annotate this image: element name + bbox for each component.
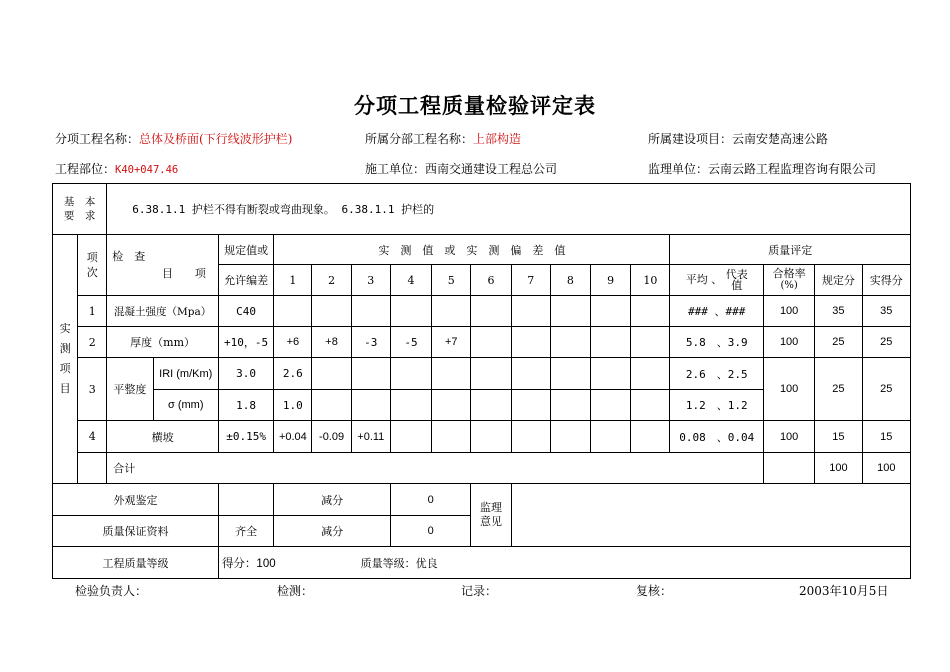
supervisor-value: 云南云路工程监理咨询有限公司	[708, 162, 877, 176]
spec-header-line2: 允许编差	[218, 265, 273, 296]
row-score: 35	[862, 296, 910, 327]
value-cell	[591, 296, 631, 327]
qa-label: 质量保证资料	[53, 516, 219, 547]
total-spacer	[78, 453, 107, 484]
row-spec-score: 35	[815, 296, 862, 327]
value-cell	[550, 327, 590, 358]
appearance-value	[218, 484, 273, 516]
construction-project-value: 云南安楚高速公路	[732, 132, 829, 146]
row-no: 3	[78, 358, 107, 421]
location-field	[55, 160, 178, 177]
point-number: 5	[432, 265, 471, 296]
side-char: 目	[59, 382, 71, 395]
grade-row	[53, 547, 911, 579]
appearance-label: 外观鉴定	[53, 484, 219, 516]
value-cell	[432, 421, 471, 453]
avg-rep-header	[670, 265, 764, 296]
check-item-line2: 目 项	[161, 267, 206, 280]
table-row	[53, 296, 911, 327]
item-no-header	[78, 235, 107, 296]
value-cell	[511, 327, 550, 358]
value-cell	[390, 296, 431, 327]
value-cell	[274, 296, 312, 327]
row-spec: C40	[218, 296, 273, 327]
value-cell	[511, 390, 550, 421]
specified-score-header: 规定分	[815, 265, 862, 296]
value-cell	[432, 390, 471, 421]
location-label: 工程部位：	[55, 162, 116, 176]
row-score: 15	[862, 421, 910, 453]
row-spec: 1.8	[218, 390, 273, 421]
appearance-deduct-label: 减分	[274, 484, 391, 516]
total-rate-cell	[763, 453, 814, 484]
item-name-label: 分项工程名称：	[55, 132, 140, 146]
value-cell	[631, 296, 670, 327]
value-cell	[471, 421, 511, 453]
value-cell	[351, 358, 390, 390]
value-cell	[351, 296, 390, 327]
value-cell	[550, 390, 590, 421]
spec-header-line1: 规定值或	[218, 235, 273, 265]
score-text: 得分：100	[221, 557, 276, 570]
supervisor-opinion-label	[471, 484, 511, 547]
value-cell	[511, 296, 550, 327]
value-cell	[511, 421, 550, 453]
point-number: 4	[390, 265, 431, 296]
rep-label	[726, 269, 748, 291]
point-number: 8	[550, 265, 590, 296]
row-item: 平整度	[107, 358, 153, 421]
construction-project-label: 所属建设项目：	[648, 132, 733, 146]
value-cell: -0.09	[312, 421, 351, 453]
rep-label-line1: 代表	[725, 268, 748, 281]
check-item-line1: 检 查	[112, 250, 146, 263]
supervisor-field	[648, 160, 876, 177]
grade-text: 质量等级：优良	[360, 556, 438, 570]
value-cell	[591, 358, 631, 390]
row-avg: 2.6 、2.5	[670, 358, 764, 390]
total-row	[53, 453, 911, 484]
value-cell	[390, 421, 431, 453]
pass-rate-line2: (%)	[780, 280, 798, 291]
item-name-value: 总体及桥面(下行线波形护栏)	[139, 132, 293, 146]
actual-score-header: 实得分	[862, 265, 910, 296]
supervisor-opinion-value	[511, 484, 910, 547]
point-number: 9	[591, 265, 631, 296]
evaluation-table	[52, 183, 911, 579]
value-cell	[471, 358, 511, 390]
row-spec: ±0.15%	[218, 421, 273, 453]
date-text: 2003年10月5日	[799, 584, 889, 598]
value-cell	[471, 327, 511, 358]
point-number: 10	[631, 265, 670, 296]
row-spec-score: 25	[815, 327, 862, 358]
item-no-char: 项	[86, 251, 98, 264]
row-no: 4	[78, 421, 107, 453]
value-cell	[591, 421, 631, 453]
table-header-row-1	[53, 235, 911, 265]
page-title: 分项工程质量检验评定表	[354, 94, 596, 118]
basic-requirement-row	[53, 184, 911, 235]
check-item-header	[107, 235, 219, 296]
value-cell	[511, 358, 550, 390]
table-row	[53, 327, 911, 358]
total-label: 合计	[107, 453, 764, 484]
grade-values	[218, 547, 910, 579]
appearance-deduct-value: 0	[390, 484, 470, 516]
row-avg: 5.8 、3.9	[670, 327, 764, 358]
item-no-char: 次	[86, 266, 98, 279]
table-row	[53, 358, 911, 390]
row-rate: 100	[763, 421, 814, 453]
row-avg: 1.2 、1.2	[670, 390, 764, 421]
point-number: 6	[471, 265, 511, 296]
measured-items-side-label	[53, 235, 78, 484]
qa-value: 齐全	[218, 516, 273, 547]
supervisor-label: 监理单位：	[648, 162, 709, 176]
opinion-line2: 意见	[479, 515, 502, 528]
row-item: 厚度（mm）	[107, 327, 219, 358]
value-cell: +0.04	[274, 421, 312, 453]
value-cell: 2.6	[274, 358, 312, 390]
value-cell: +0.11	[351, 421, 390, 453]
rep-label-line2: 值	[731, 279, 743, 292]
row-score: 25	[862, 327, 910, 358]
row-spec-score: 25	[815, 358, 862, 421]
value-cell	[390, 358, 431, 390]
value-cell: +6	[274, 327, 312, 358]
basic-requirement-text: 6.38.1.1 护栏不得有断裂或弯曲现象。 6.38.1.1 护栏的	[107, 184, 911, 235]
total-spec-score: 100	[815, 453, 862, 484]
value-cell: +8	[312, 327, 351, 358]
value-cell: -3	[351, 327, 390, 358]
sub-project-value: 上部构造	[473, 132, 522, 146]
contractor-value: 西南交通建设工程总公司	[425, 162, 558, 176]
sub-project-field	[365, 130, 521, 147]
value-cell	[631, 358, 670, 390]
row-subitem: IRI (m/Km)	[153, 358, 218, 390]
pass-rate-line1: 合格率	[772, 267, 806, 280]
row-score: 25	[862, 358, 910, 421]
recorder-label: 记录：	[461, 584, 498, 598]
row-rate: 100	[763, 327, 814, 358]
row-item: 混凝土强度（Mpa）	[107, 296, 219, 327]
value-cell	[312, 390, 351, 421]
value-cell	[432, 358, 471, 390]
appearance-row	[53, 484, 911, 516]
quality-eval-header: 质量评定	[670, 235, 911, 265]
row-spec-score: 15	[815, 421, 862, 453]
basic-requirement-label	[53, 184, 107, 235]
value-cell	[550, 421, 590, 453]
point-number: 3	[351, 265, 390, 296]
row-no: 2	[78, 327, 107, 358]
value-cell	[390, 390, 431, 421]
basic-label-line1: 基 本	[63, 196, 96, 208]
tester-label: 检测：	[277, 584, 314, 598]
value-cell	[631, 390, 670, 421]
location-value: K40+047.46	[115, 164, 179, 176]
point-number: 7	[511, 265, 550, 296]
avg-label: 平均 、	[685, 273, 723, 286]
grade-label: 工程质量等级	[53, 547, 219, 579]
value-cell	[471, 296, 511, 327]
row-item: 横坡	[107, 421, 219, 453]
side-char: 测	[59, 342, 71, 355]
row-spec: 3.0	[218, 358, 273, 390]
side-char: 项	[59, 362, 71, 375]
value-cell	[591, 390, 631, 421]
value-cell	[471, 390, 511, 421]
reviewer-label: 复核：	[636, 584, 673, 598]
pass-rate-header	[763, 265, 814, 296]
total-score: 100	[862, 453, 910, 484]
row-subitem: σ (mm)	[153, 390, 218, 421]
value-cell	[631, 421, 670, 453]
value-cell	[591, 327, 631, 358]
value-cell: +7	[432, 327, 471, 358]
value-cell	[550, 296, 590, 327]
opinion-line1: 监理	[479, 501, 502, 514]
point-number: 2	[312, 265, 351, 296]
value-cell: -5	[390, 327, 431, 358]
sub-project-label: 所属分部工程名称：	[365, 132, 474, 146]
qa-deduct-label: 减分	[274, 516, 391, 547]
construction-project-field	[648, 130, 828, 147]
row-rate: 100	[763, 358, 814, 421]
value-cell	[312, 358, 351, 390]
row-spec: +10，-5	[218, 327, 273, 358]
value-cell	[312, 296, 351, 327]
row-avg: ### 、###	[670, 296, 764, 327]
row-rate: 100	[763, 296, 814, 327]
value-cell	[631, 327, 670, 358]
basic-label-line2: 要 求	[63, 210, 96, 222]
qa-deduct-value: 0	[390, 516, 470, 547]
point-number: 1	[274, 265, 312, 296]
contractor-label: 施工单位：	[365, 162, 426, 176]
value-cell	[351, 390, 390, 421]
inspector-label: 检验负责人：	[75, 584, 148, 598]
measured-values-header: 实 测 值 或 实 测 偏 差 值	[274, 235, 670, 265]
side-char: 实	[59, 322, 71, 335]
value-cell: 1.0	[274, 390, 312, 421]
row-avg: 0.08 、0.04	[670, 421, 764, 453]
value-cell	[432, 296, 471, 327]
item-name-field	[55, 130, 292, 147]
value-cell	[550, 358, 590, 390]
contractor-field	[365, 160, 557, 177]
table-row	[53, 421, 911, 453]
row-no: 1	[78, 296, 107, 327]
